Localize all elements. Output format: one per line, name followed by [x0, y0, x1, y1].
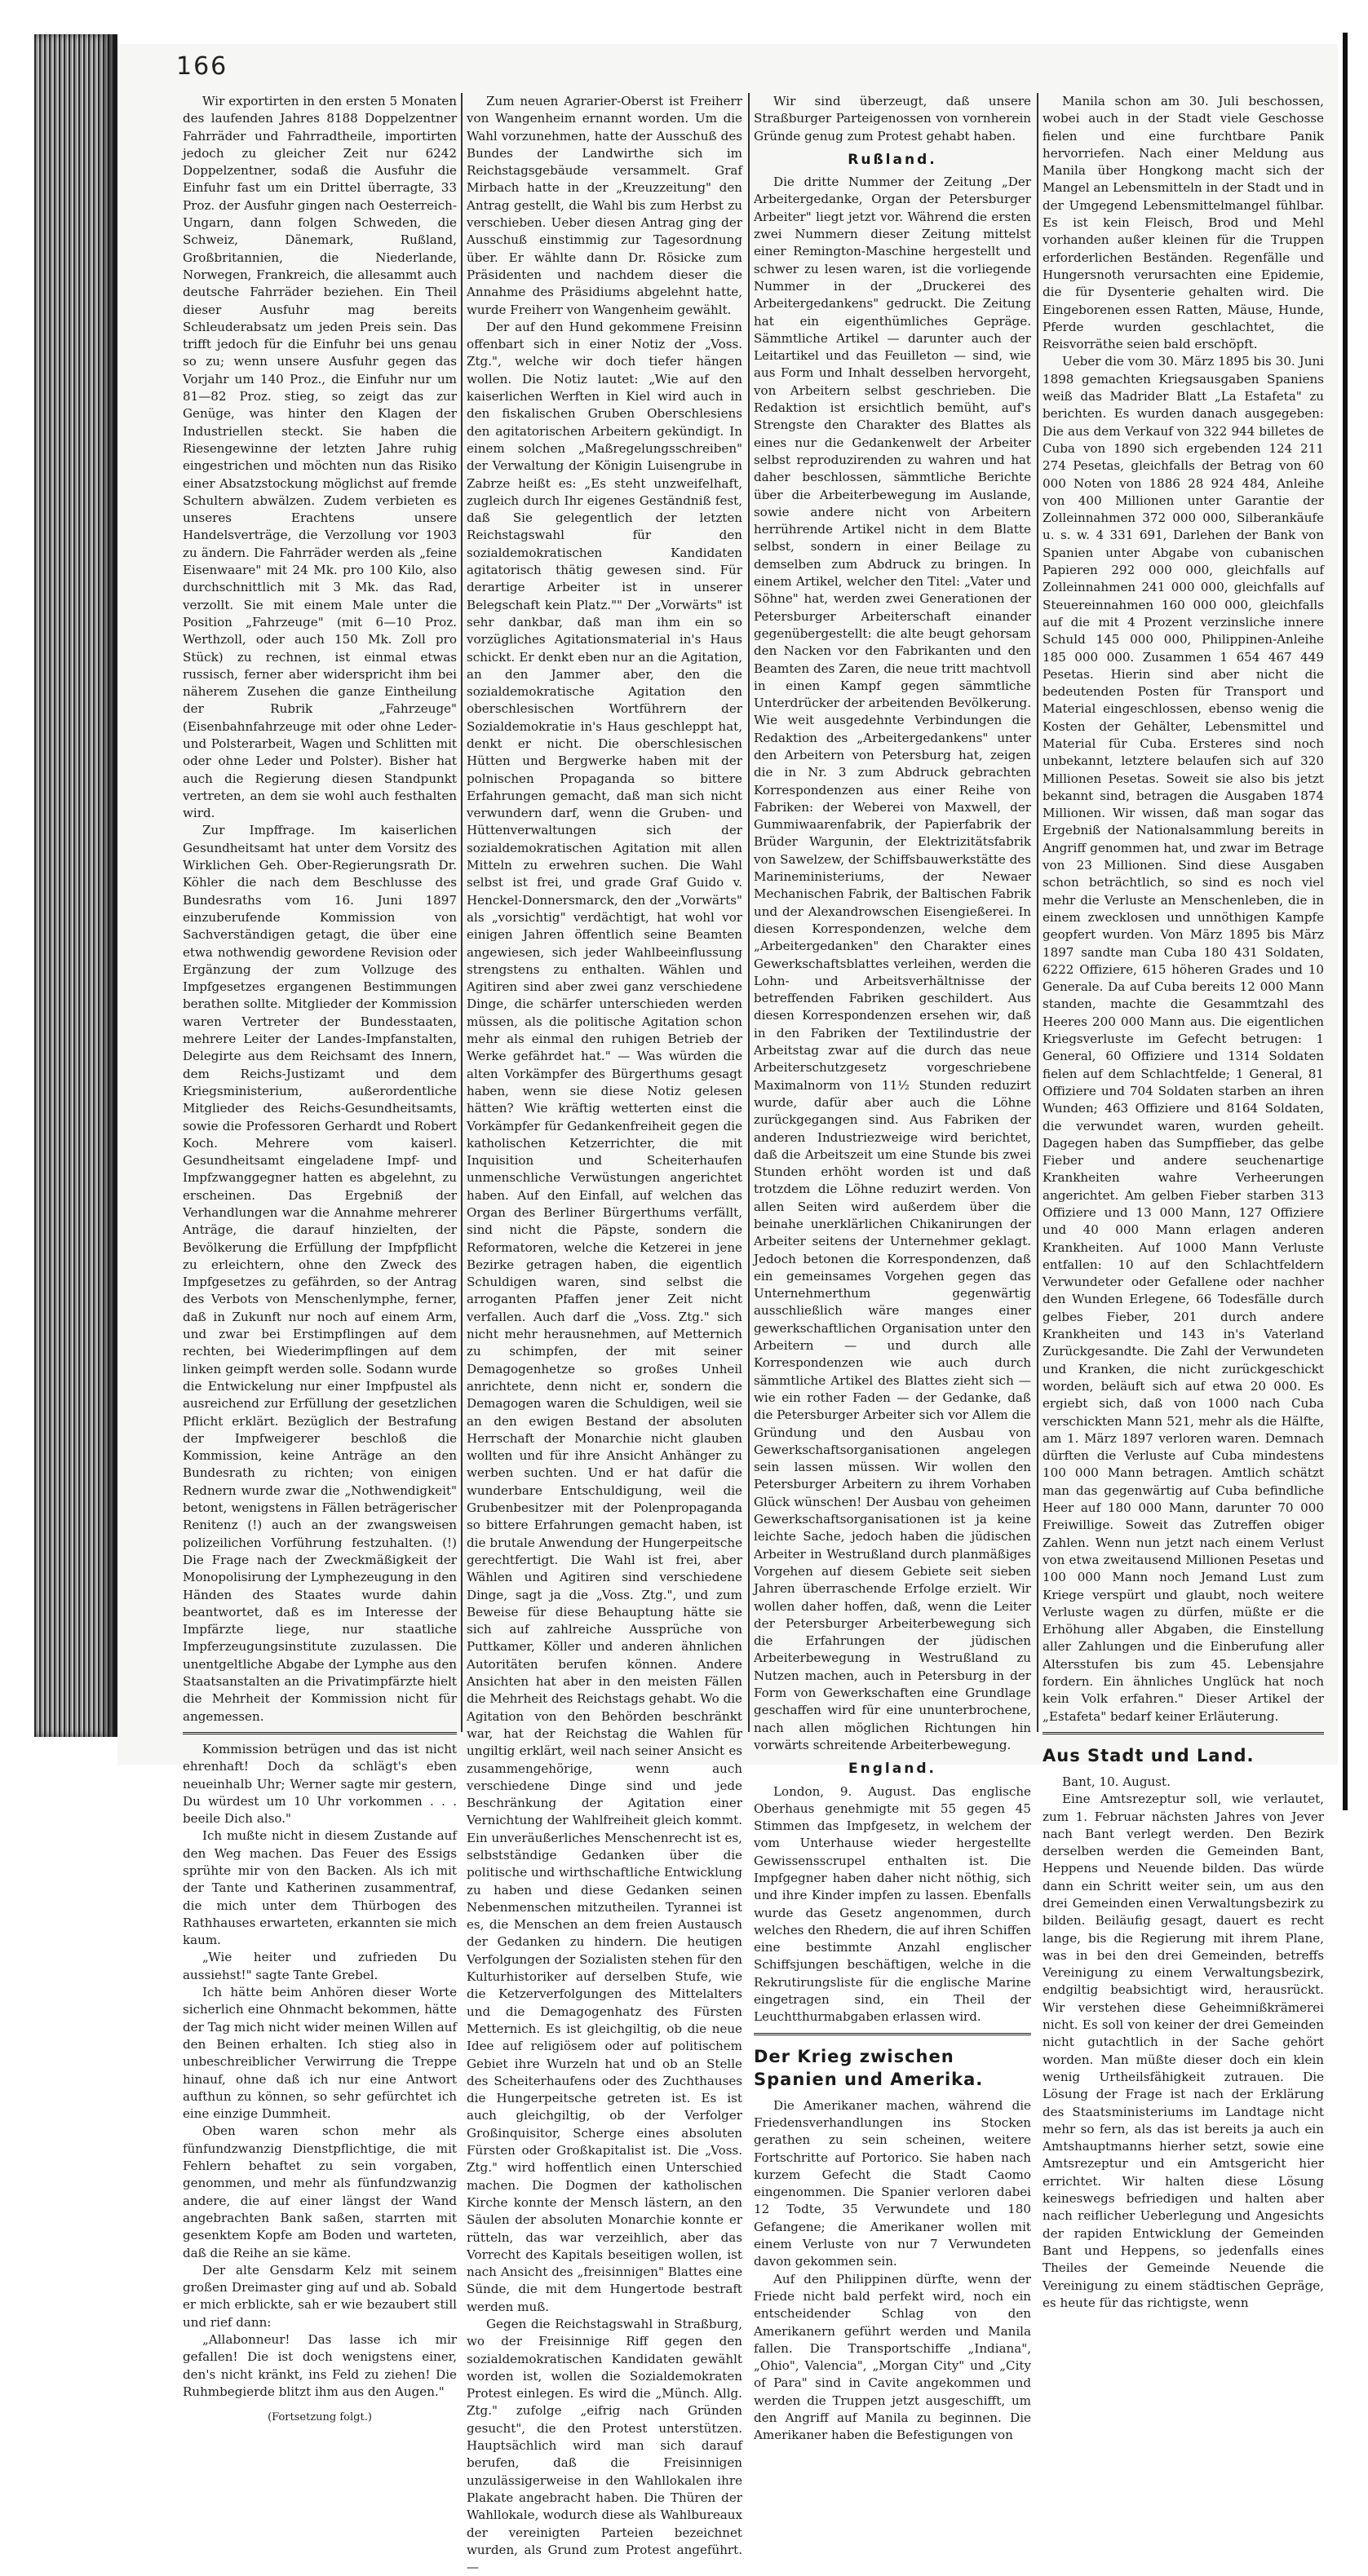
article-paragraph: Kommission betrügen und das ist nicht ehrenhaft! Doch da schlägt's eben neueinhalb Uhr; Werner sagte mir gestern, Du würdest um 10 Uhr vorkommen . . . beeile Dich also."	[183, 1741, 457, 1827]
article-paragraph: Wir sind überzeugt, daß unsere Straßburger Parteigenossen von vornherein Gründe genug zum Protest gehabt haben.	[754, 94, 1031, 144]
column-1	[183, 93, 457, 2424]
section-divider	[754, 2033, 1031, 2035]
book-binding	[34, 34, 117, 1737]
continuation-note: (Fortsetzung folgt.)	[268, 2411, 372, 2424]
article-paragraph: Manila schon am 30. Juli beschossen, wobei auch in der Stadt viele Geschosse fielen und eine furchtbare Panik hervorriefen. Nach einer Meldung aus Manila über Hongkong macht sich der Mangel an Lebensmitteln in der Stadt und in der Umgegend Lebensmittelmangel fühlbar. Es ist kein Fleisch, Brod und Mehl vorhanden außer kleinen für die Truppen erforderlichen Beständen. Regenfälle und Hungersnoth verursachten eine Epidemie, die für Dysenterie gehalten wird. Die Eingeborenen essen Ratten, Mäuse, Hunde, Pferde wurden geschlachtet, die Reisvorräthe seien bald erschöpft.	[1043, 94, 1324, 352]
article-paragraph: Oben waren schon mehr als fünfundzwanzig Dienstpflichtige, die mit Fehlern behaftet zu sein vorgaben, genommen, und mehr als fünfundzwanzig andere, die auf einer längst der Wand angebrachten Bank saßen, starrten mit gesenktem Kopfe am Boden und warteten, daß die Reihe an sie käme.	[183, 2123, 457, 2260]
page-edge	[1343, 33, 1348, 1810]
article-paragraph: London, 9. August. Das englische Oberhaus genehmigte mit 55 gegen 45 Stimmen das Impfgesetz, in welchem der vom Unterhause wieder hergestellte Gewissensscrupel enthalten ist. Die Impfgegner haben daher nicht nöthig, sich und ihre Kinder impfen zu lassen. Ebenfalls wurde das Gesetz angenommen, durch welches den Rhedern, die auf ihren Schiffen eine bestimmte Anzahl englischer Schiffsjungen beschäftigen, welche in die Rekrutirungsliste für die englische Marine eingetragen sind, ein Theil der Leuchtthurmabgaben erlassen wird.	[754, 1783, 1031, 2025]
section-heading: Der Krieg zwischen Spanien und Amerika.	[754, 2046, 984, 2089]
article-paragraph: Die dritte Nummer der Zeitung „Der Arbeitergedanke, Organ der Petersburger Arbeiter" liegt jetzt vor. Während die ersten zwei Nummern dieser Zeitung mittelst einer Remington-Maschine hergestellt und schwer zu lesen waren, ist die vorliegende Nummer in der „Druckerei des Arbeitergedankens" gedruckt. Die Zeitung hat ein eigenthümliches Gepräge. Sämmtliche Artikel — darunter auch der Leitartikel und das Feuilleton — sind, wie aus Form und Inhalt desselben hervorgeht, von Arbeitern selbst geschrieben. Die Redaktion ist ersichtlich bemüht, auf's Strengste den Charakter des Blattes als eines nur die Gedankenwelt der Arbeiter selbst reproduzirenden zu wahren und hat daher beschlossen, sämmtliche Berichte über die Arbeiterbewegung im Auslande, sowie andere nicht von Arbeitern herrührende Artikel nicht in dem Blatte selbst, sondern in einer Beilage zu demselben zum Abdruck zu bringen. In einem Artikel, welcher den Titel: „Vater und Söhne" hat, werden zwei Generationen der Petersburger Arbeiterschaft einander gegenübergestellt: die alte beugt gehorsam den Nacken vor den Fabrikanten und den Beamten des Zaren, die neue tritt machtvoll in einen Kampf gegen sämmtliche Unterdrücker der arbeitenden Bevölkerung. Wie weit ausgedehnte Verbindungen die Redaktion des „Arbeitergedankens" unter den Arbeitern von Petersburg hat, zeigen die in Nr. 3 zum Abdruck gebrachten Korrespondenzen aus einer Reihe von Fabriken: der Weberei von Maxwell, der Gummiwaarenfabrik, der Papierfabrik der Brüder Wargunin, der Elektrizitätsfabrik von Sawelzew, der Schiffsbauwerkstätte des Marineministeriums, der Newaer Mechanischen Fabrik, der Baltischen Fabrik und der Alexandrowschen Eisengießerei. In diesen Korrespondenzen, welche dem „Arbeitergedanken" den Charakter eines Gewerkschaftsblattes verleihen, werden die Lohn- und Arbeitsverhältnisse der betreffenden Fabriken geschildert. Aus diesen Korrespondenzen ersehen wir, daß in den Fabriken der Textilindustrie der Arbeitstag zwar auf die durch das neue Arbeiterschutzgesetz vorgeschriebene Maximalnorm von 11½ Stunden reduzirt wurde, dafür aber auch die Löhne zurückgegangen sind. Aus Fabriken der anderen Industriezweige wird berichtet, daß die Arbeitszeit um eine Stunde bis zwei Stunden erhöht worden ist und daß trotzdem die Löhne reduzirt werden. Von allen Seiten wird außerdem über die beinahe unerklärlichen Chikanirungen der Arbeiter seitens der Unternehmer geklagt. Jedoch betonen die Korrespondenzen, daß ein gemeinsames Vorgehen gegen das Unternehmerthum gegenwärtig ausschließlich wäre manges einer gewerkschaftlichen Organisation unter den Arbeitern — und durch alle Korrespondenzen wie auch durch sämmtliche Artikel des Blattes zieht sich — wie ein rother Faden — der Gedanke, daß die Petersburger Arbeiter sich vor Allem die Gründung und den Ausbau von Gewerkschaftsorganisationen angelegen sein lassen müssen. Wir wollen den Petersburger Arbeitern zu ihrem Vorhaben Glück wünschen! Der Ausbau von geheimen Gewerkschaftsorganisationen ist ja keine leichte Sache, jedoch haben die jüdischen Arbeiter in Westrußland durch planmäßiges Vorgehen auf diesem Gebiete seit sieben Jahren überraschende Erfolge erzielt. Wir wollen daher hoffen, daß, wenn die Leiter der Petersburger Arbeiterbewegung sich die Erfahrungen der jüdischen Arbeiterbewegung in Westrußland zu Nutzen machen, auch in Petersburg in der Form von Gewerkschaften eine Grundlage geschaffen wird für eine ununterbrochene, nach allen möglichen Richtungen hin vorwärts schreitende Arbeiterbewegung.	[754, 175, 1031, 1752]
article-paragraph: Ich mußte nicht in diesem Zustande auf den Weg machen. Das Feuer des Essigs sprühte mir von den Backen. Als ich mit der Tante und Katherinen zusammentraf, die mich unter dem Thürbogen des Rathhauses erwarteten, erkannten sie mich kaum.	[183, 1828, 457, 1948]
column-rule	[748, 93, 750, 1732]
article-paragraph: Der alte Gensdarm Kelz mit seinem großen Dreimaster ging auf und ab. Sobald er mich erblickte, sah er wie bezaubert still und rief dann:	[183, 2262, 457, 2330]
section-heading: Aus Stadt und Land.	[1043, 1745, 1255, 1765]
article-paragraph: Zum neuen Agrarier-Oberst ist Freiherr von Wangenheim ernannt worden. Um die Wahl vorzunehmen, hatte der Ausschuß des Bundes der Landwirthe sich im Reichstagsgebäude versammelt. Graf Mirbach hatte in der „Kreuzzeitung" den Antrag gestellt, die Wahl bis zum Herbst zu verschieben. Ueber diesen Antrag ging der Ausschuß einstimmig zur Tagesordnung über. Er wählte dann Dr. Rösicke zum Präsidenten und nachdem dieser die Annahme des Präsidiums abgelehnt hatte, wurde Freiherr von Wangenheim gewählt.	[467, 94, 742, 317]
page-number: 166	[176, 52, 228, 81]
article-paragraph: Der auf den Hund gekommene Freisinn offenbart sich in einer Notiz der „Voss. Ztg.", welche wir doch tiefer hängen wollen. Die Notiz lautet: „Wie auf den kaiserlichen Werften in Kiel wird auch in den fiskalischen Gruben Oberschlesiens den agitatorischen Arbeitern gekündigt. In einem solchen „Maßregelungsschreiben" der Verwaltung der Königin Luisengrube in Zabrze heißt es: „Es steht unzweifelhaft, zugleich durch Ihr eigenes Geständniß fest, daß Sie gelegentlich der letzten Reichstagswahl für den sozialdemokratischen Kandidaten agitatorisch thätig gewesen sind. Für derartige Arbeiter ist in unserer Belegschaft kein Platz."" Der „Vorwärts" ist sehr dankbar, daß man ihm ein so vorzügliches Agitationsmaterial in's Haus schickt. Er denkt eben nur an die Agitation, an den Jammer aber, den die sozialdemokratische Agitation den oberschlesischen Wortführern der Sozialdemokratie in's Haus geschleppt hat, denkt er nicht. Die oberschlesischen Hütten und Bergwerke haben mit der polnischen Propaganda so bittere Erfahrungen gemacht, daß man sich nicht verwundern darf, wenn die Gruben- und Hüttenverwaltungen sich der sozialdemokratischen Agitation mit allen Mitteln zu erwehren suchen. Die Wahl selbst ist frei, und grade Graf Guido v. Henckel-Donnersmarck, den der „Vorwärts" als „vorsichtig" verdächtigt, hat wohl vor einigen Jahren öffentlich seine Beamten angewiesen, sich jeder Wahlbeeinflussung strengstens zu enthalten. Wählen und Agitiren sind aber zwei ganz verschiedene Dinge, die schärfer unterschieden werden müssen, als die politische Agitation schon mehr als einmal den ruhigen Betrieb der Werke gefährdet hat." — Was würden die alten Vorkämpfer des Bürgerthums gesagt haben, wenn sie diese Notiz gelesen hätten? Wie kräftig wetterten einst die Vorkämpfer für Gedankenfreiheit gegen die katholischen Ketzerrichter, die mit Inquisition und Scheiterhaufen unmenschliche Verwüstungen angerichtet haben. Auf den Einfall, auf welchen das Organ des Berliner Bürgerthums verfällt, sind nicht die Päpste, sondern die Reformatoren, welche die Ketzerei in jene Bezirke getragen haben, die eigentlich Schuldigen waren, sind selbst die arroganten Pfaffen jener Zeit nicht verfallen. Auch darf die „Voss. Ztg." sich nicht mehr herausnehmen, auf Metternich zu schimpfen, der mit seiner Demagogenhetze so großes Unheil anrichtete, denn nicht er, sondern die Demagogen waren die Schuldigen, weil sie an den ewigen Bestand der absoluten Herrschaft der Monarchie nicht glauben wollten und für ihre Ansicht Anhänger zu werben suchten. Und er hat dafür die wunderbare Entschuldigung, weil die Grubenbesitzer mit der Polenpropaganda so bittere Erfahrungen gemacht haben, ist die brutale Anwendung der Hungerpeitsche gerechtfertigt. Die Wahl ist frei, aber Wählen und Agitiren sind verschiedene Dinge, sagt ja die „Voss. Ztg.", und zum Beweise für diese Behauptung hätte sie sich auf zahlreiche Aussprüche von Puttkamer, Köller und anderen ähnlichen Autoritäten berufen können. Andere Ansichten hat aber in den meisten Fällen die Mehrheit des Reichstags gehabt. Wo die Agitation von den Behörden beschränkt war, hat der Reichstag die Wahlen für ungiltig erklärt, weil nach seiner Ansicht es zusammengehörige, wenn auch verschiedene Dinge sind und jede Beschränkung der Agitation einer Vernichtung der Wahlfreiheit gleich kommt. Ein unveräußerliches Menschenrecht ist es, selbstständige Gedanken über die politische und wirthschaftliche Entwicklung zu haben und diese Gedanken seinen Nebenmenschen mitzutheilen. Tyrannei ist es, die Menschen an dem freien Austausch der Gedanken zu hindern. Die heutigen Verfolgungen der Sozialisten stehen für den Kulturhistoriker auf derselben Stufe, wie die Ketzerverfolgungen des Mittelalters und die Demagogenhatz des Fürsten Metternich. Es ist gleichgiltig, ob die neue Idee auf religiösem oder auf politischem Gebiet ihre Wurzeln hat und ob an Stelle des Scheiterhaufens oder des Zuchthauses die Hungerpeitsche getreten ist. Es ist auch gleichgiltig, ob der Verfolger Großinquisitor, Scherge eines absoluten Fürsten oder Großkapitalist ist. Die „Voss. Ztg." wird hoffentlich einen Unterschied machen. Die Dogmen der katholischen Kirche konnte der Mensch lästern, an den Säulen der absoluten Monarchie konnte er rütteln, das war verzeihlich, aber das Vorrecht des Kapitals beseitigen wollen, ist nach Ansicht des „freisinnigen" Blattes eine Sünde, die mit dem Hungertode bestraft werden muß.	[467, 319, 742, 2314]
section-heading: England.	[848, 1761, 936, 1778]
column-rule	[461, 93, 463, 1732]
column-3	[754, 93, 1031, 2443]
article-paragraph: Wir exportirten in den ersten 5 Monaten des laufenden Jahres 8188 Doppelzentner Fahrräder und Fahrradtheile, importirten jedoch zu gleicher Zeit nur 6242 Doppelzentner, sodaß die Ausfuhr die Einfuhr fast um ein Drittel überragte, 33 Proz. der Ausfuhr gingen nach Oesterreich-Ungarn, dann folgen Schweden, die Schweiz, Dänemark, Rußland, Großbritannien, die Niederlande, Norwegen, Frankreich, die allesammt auch deutsche Fahrräder beziehen. Ein Theil dieser Ausfuhr mag bereits Schleuderabsatz um jeden Preis sein. Das trifft jedoch für die Einfuhr bei uns genau so zu; wenn unsere Ausfuhr gegen das Vorjahr um 140 Proz., die Einfuhr nur um 81—82 Proz. stieg, so zeigt das zur Genüge, was hinter den Klagen der Industriellen steckt. Sie haben die Riesengewinne der letzten Jahre ruhig eingestrichen und möchten nun das Risiko einer Absatzstockung möglichst auf fremde Schultern abwälzen. Zudem verbieten es unseres Erachtens unsere Handelsverträge, die Verzollung vor 1903 zu ändern. Die Fahrräder werden als „feine Eisenwaare" mit 24 Mk. pro 100 Kilo, also durchschnittlich mit 3 Mk. das Rad, verzollt. Sie mit einem Male unter die Position „Fahrzeuge" (mit 6—10 Proz. Werthzoll, oder auch 150 Mk. Zoll pro Stück) zu rechnen, ist einmal etwas russisch, ferner aber widerspricht ihm bei näherem Zusehen die ganze Eintheilung der Rubrik „Fahrzeuge" (Eisenbahnfahrzeuge mit oder ohne Leder- und Polsterarbeit, Wagen und Schlitten mit oder ohne Leder und Polster). Bisher hat auch die Regierung diesen Standpunkt vertreten, an dem sie wohl auch festhalten wird.	[183, 94, 457, 821]
section-divider	[183, 1732, 457, 1734]
section-divider	[1043, 1732, 1324, 1734]
article-paragraph: Auf den Philippinen dürfte, wenn der Friede nicht bald perfekt wird, noch ein entscheidender Schlag von den Amerikanern geführt werden und Manila fallen. Die Transportschiffe „Indiana", „Ohio", Valencia", „Morgan City" und „City of Para" sind in Cavite angekommen und werden die Truppen jetzt ausgeschifft, um den Angriff auf Manila zu beginnen. Die Amerikaner haben die Befestigungen von	[754, 2271, 1031, 2443]
article-paragraph: Eine Amtsrezeptur soll, wie verlautet, zum 1. Februar nächsten Jahres von Jever nach Bant verlegt werden. Den Bezirk derselben werden die Gemeinden Bant, Heppens und Neuende bilden. Das würde dann ein Schritt weiter sein, um aus den drei Gemeinden einen Verwaltungsbezirk zu bilden. Beiläufig gesagt, dauert es recht lange, bis die Regierung mit ihrem Plane, was in bei den drei Gemeinden, betreffs Vereinigung zu einem Verwaltungsbezirk, endgiltig beabsichtigt wird, herausrückt. Wir verstehen diese Geheimnißkrämerei nicht. Es soll von keiner der drei Gemeinden nicht gutachtlich in der Sache gehört worden. Man müßte dieser doch ein klein wenig Urtheilsfähigkeit zutrauen. Die Lösung der Frage ist nach der Erklärung des Staatsministeriums im Landtage nicht mehr so fern, als das ist bereits ja auch ein Amtshauptmanns hierher setzt, sowie eine Amtsrezeptur und ein Amtsgericht hier errichtet. Wir halten diese Lösung keineswegs befriedigen und halten aber nach reiflicher Ueberlegung und Angesichts der rapiden Entwicklung der Gemeinden Bant und Heppens, so jedenfalls eines Theiles der Gemeinde Neuende die Vereinigung zu einem städtischen Gepräge, es heute für das richtigste, wenn	[1043, 1792, 1324, 2310]
article-paragraph: „Allabonneur! Das lasse ich mir gefallen! Die ist doch wenigstens einer, den's nicht kränkt, ins Feld zu ziehen! Die Ruhmbegierde blitzt ihm aus den Augen."	[183, 2332, 457, 2399]
article-paragraph: Ueber die vom 30. März 1895 bis 30. Juni 1898 gemachten Kriegsausgaben Spaniens weiß das Madrider Blatt „La Estafeta" zu berichten. Es wurden danach ausgegeben: Die aus dem Verkauf von 322 944 billetes de Cuba von 1890 sich ergebenden 124 211 274 Pesetas, gleichfalls der Betrag von 60 000 Noten von 1886 28 924 484, Anleihe von 400 Millionen unter Garantie der Zolleinnahmen 372 000 000, Silberankäufe u. s. w. 4 331 691, Darlehen der Bank von Spanien unter Abgabe von cubanischen Papieren 292 000 000, gleichfalls auf Zolleinnahmen 241 000 000, gleichfalls auf Steuereinnahmen 160 000 000, gleichfalls auf die mit 4 Prozent verzinsliche innere Schuld 145 000 000, Philippinen-Anleihe 185 000 000. Zusammen 1 654 467 449 Pesetas. Hierin sind aber nicht die bedeutenden Posten für Transport und Material eingeschlossen, ebenso wenig die Kosten der Gehälter, Lebensmittel und Material für Cuba. Ersteres sind noch unbekannt, letztere belaufen sich auf 320 Millionen Pesetas. Soweit sie also bis jetzt bekannt sind, betragen die Ausgaben 1874 Millionen. Wir wissen, daß man sogar das Ergebniß der Nationalsammlung bereits in Angriff genommen hat, und zwar im Betrage von 23 Millionen. Sind diese Ausgaben schon beträchtlich, so sind es noch viel mehr die Verluste an Menschenleben, die in einem zwecklosen und unnöthigen Kampfe geopfert wurden. Von März 1895 bis März 1897 sandte man Cuba 180 431 Soldaten, 6222 Offiziere, 615 höheren Grades und 10 Generale. Da auf Cuba bereits 12 000 Mann standen, machte die Gesammtzahl des Heeres 200 000 Mann aus. Die eigentlichen Kriegsverluste im Gefecht betrugen: 1 General, 60 Offiziere und 1314 Soldaten fielen auf dem Schlachtfelde; 1 General, 81 Offiziere und 704 Soldaten starben an ihren Wunden; 463 Offiziere und 8164 Soldaten, die verwundet waren, wurden geheilt. Dagegen haben das Sumpffieber, das gelbe Fieber und andere seuchenartige Krankheiten wahre Verheerungen angerichtet. Am gelben Fieber starben 313 Offiziere und 13 000 Mann, 127 Offiziere und 40 000 Mann erlagen anderen Krankheiten. Auf 1000 Mann Verluste entfallen: 10 auf den Schlachtfeldern Verwundeter oder Gefallene oder nachher den Wunden Erlegene, 66 Todesfälle durch gelbes Fieber, 201 durch andere Krankheiten und 143 in's Vaterland Zurückgesandte. Die Zahl der Verwundeten und Kranken, die nicht zurückgeschickt worden, beläuft sich auf etwa 20 000. Es ergiebt sich, daß von 1000 nach Cuba verschickten Mann 521, mehr als die Hälfte, am 1. März 1897 verloren waren. Demnach dürften die Verluste auf Cuba mindestens 100 000 Mann betragen. Amtlich schätzt man das gegenwärtig auf Cuba befindliche Heer auf 180 000 Mann, darunter 70 000 Freiwillige. Soweit das Zutreffen obiger Zahlen. Wenn nun jetzt nach einem Verlust von etwa zweitausend Millionen Pesetas und 100 000 Mann noch Jemand Lust zum Kriege verspürt und glaubt, noch weitere Verluste wagen zu dürfen, müßte er die Erhöhung aller Abgaben, die Einstellung aller Zahlungen und die Einberufung aller Altersstufen bis zum 45. Lebensjahre fordern. Ein ähnliches Unglück hat noch kein Volk erfahren." Dieser Artikel der „Estafeta" bedarf keiner Erläuterung.	[1043, 354, 1324, 1724]
article-paragraph: Bant, 10. August.	[1062, 1774, 1171, 1789]
column-rule	[1037, 93, 1038, 1732]
article-paragraph: „Wie heiter und zufrieden Du aussiehst!" sagte Tante Grebel.	[183, 1950, 457, 1982]
article-paragraph: Die Amerikaner machen, während die Friedensverhandlungen ins Stocken gerathen zu sein scheinen, weitere Fortschritte auf Portorico. Sie haben nach kurzem Gefecht die Stadt Caomo eingenommen. Die Spanier verloren dabei 12 Todte, 35 Verwundete und 180 Gefangene; die Amerikaner wollen mit einem Verluste von nur 7 Verwundeten davon gekommen sein.	[754, 2097, 1031, 2269]
section-heading: Rußland.	[848, 151, 937, 168]
column-4	[1043, 93, 1324, 2310]
column-2	[467, 93, 742, 2575]
article-paragraph: Ich hätte beim Anhören dieser Worte sicherlich eine Ohnmacht bekommen, hätte der Tag mich nicht wider meinen Willen auf den Beinen erhalten. Ich stieg also in unbeschreiblicher Verwirrung die Treppe hinauf, ohne daß ich nur eine Antwort aufthun zu können, so sehr gefürchtet ich eine einzige Dummheit.	[183, 1985, 457, 2122]
newspaper-page	[117, 44, 1338, 2575]
article-paragraph: Gegen die Reichstagswahl in Straßburg, wo der Freisinnige Riff gegen den sozialdemokratischen Kandidaten gewählt worden ist, wollen die Sozialdemokraten Protest einlegen. Es wird die „Münch. Allg. Ztg." zufolge „eifrig nach Gründen gesucht", die den Protest unterstützen. Hauptsächlich wird man sich darauf berufen, daß die Freisinnigen unzulässigerweise in den Wahllokalen ihre Plakate angebracht haben. Die Thüren der Wahllokale, wodurch diese als Wahlbureaux der vereinigten Parteien bezeichnet wurden, als Grund zum Protest angeführt. —	[467, 2317, 742, 2575]
article-paragraph: Zur Impffrage. Im kaiserlichen Gesundheitsamt hat unter dem Vorsitz des Wirklichen Geh. Ober-Regierungsrath Dr. Köhler die nach dem Beschlusse des Bundesraths vom 16. Juni 1897 einzuberufende Kommission von Sachverständigen getagt, die über eine etwa nothwendig gewordene Revision oder Ergänzung der zum Vollzuge des Impfgesetzes ergangenen Bestimmungen berathen sollte. Mitglieder der Kommission waren Vertreter der Bundesstaaten, mehrere Leiter der Landes-Impfanstalten, Delegirte aus dem Reichsamt des Innern, dem Reichs-Justizamt und dem Kriegsministerium, außerordentliche Mitglieder des Reichs-Gesundheitsamts, sowie die Professoren Gerhardt und Robert Koch. Mehrere vom kaiserl. Gesundheitsamt eingeladene Impf- und Impfzwanggegner hatten es abgelehnt, zu erscheinen. Das Ergebniß der Verhandlungen war die Annahme mehrerer Anträge, die darauf hinzielten, der Bevölkerung die Erfüllung der Impfpflicht zu erleichtern, ohne den Zweck des Impfgesetzes zu gefährden, so der Antrag des Verbots von Menschenlymphe, ferner, daß in Zukunft nur noch auf einem Arm, und zwar bei Erstimpflingen auf dem rechten, bei Wiederimpflingen auf dem linken geimpft werden solle. Sodann wurde die Entwickelung nur einer Impfpustel als ausreichend zur Erfüllung der gesetzlichen Pflicht erklärt. Bezüglich der Bestrafung der Impfweigerer beschloß die Kommission, keine Anträge an den Bundesrath zu richten; von einigen Rednern wurde zwar die „Nothwendigkeit" betont, wenigstens in Fällen beträgerischer Renitenz (!) auch an der zwangsweisen polizeilichen Vorführung festzuhalten. (!) Die Frage nach der Zweckmäßigkeit der Monopolisirung der Lymphezeugung in den Händen des Staates wurde dahin beantwortet, daß es im Interesse der Impfärzte liege, nur staatliche Impferzeugungsinstitute zuzulassen. Die unentgeltliche Abgabe der Lymphe aus den Staatsanstalten an die Privatimpfärzte hielt die Mehrheit der Kommission nicht für angemessen.	[183, 823, 457, 1724]
